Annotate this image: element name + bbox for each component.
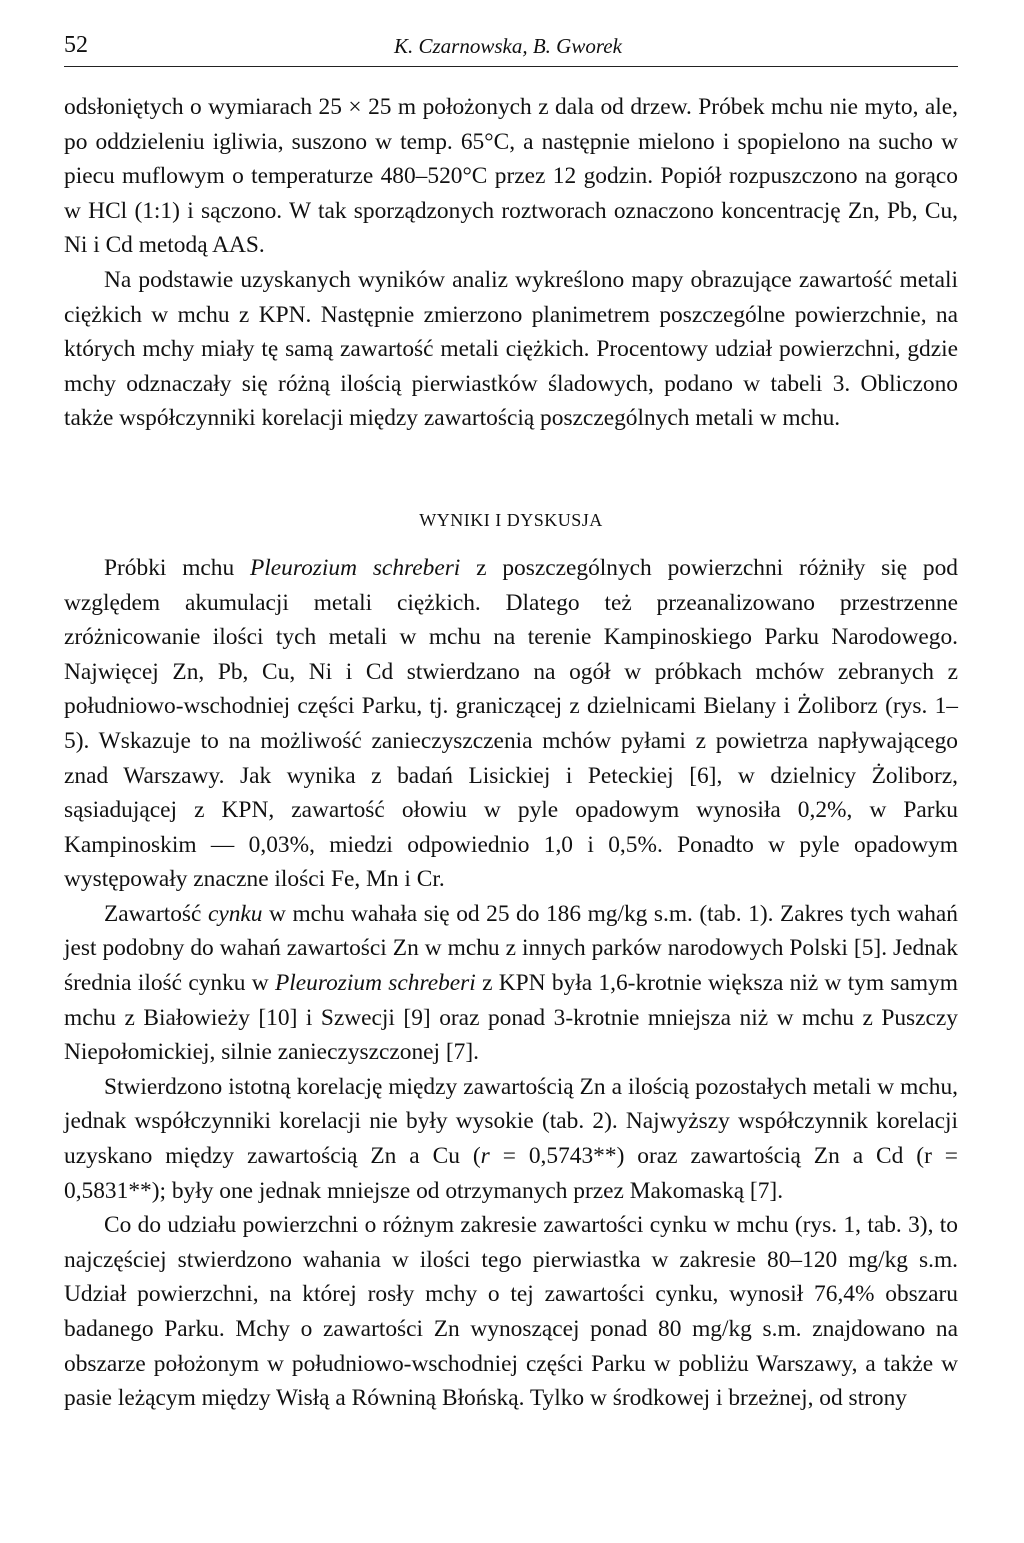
- text-run: = 0,5743**) oraz zawartością Zn a Cd (r = 0,5831**); były one jednak mniejsze od otrzymanych przez Makomaską [7].: [64, 1143, 958, 1204]
- article-body: [64, 90, 958, 1416]
- text-run: Zawartość: [104, 900, 208, 927]
- text-run: Stwierdzono istotną korelację między zawartością Zn a ilością pozostałych metali w mchu, jednak współczynniki korelacji nie były wysokie (tab. 2). Najwyższy współczynnik korelacji uzyskano między zawartością Zn a Cu (: [64, 1073, 958, 1170]
- correlation-symbol: r: [480, 1143, 490, 1170]
- text-run: Próbki mchu: [104, 554, 251, 581]
- paragraph-methods-maps: Na podstawie uzyskanych wyników analiz wykreślono mapy obrazujące zawartość metali ciężkich w mchu z KPN. Następnie zmierzono planimetrem poszczególne powierzchnie, na których mchy miały tę samą zawartość metali ciężkich. Procentowy udział powierzchni, gdzie mchy odznaczały się różną ilością pierwiastków śladowych, podano w tabeli 3. Obliczono także współczynniki korelacji między zawartością poszczególnych metali w mchu.: [64, 266, 958, 432]
- metal-name: cynku: [207, 900, 263, 927]
- paragraph-zinc-correlation: [64, 1070, 958, 1208]
- paragraph-methods-continued: odsłoniętych o wymiarach 25 × 25 m położonych z dala od drzew. Próbek mchu nie myto, ale, po oddzieleniu igliwia, suszono w temp. 65°C, a następnie mielono i spopielono na sucho w piecu muflowym o temperaturze 480–520°C przez 12 godzin. Popiół rozpuszczono na gorąco w HCl (1:1) i sączono. W tak sporządzonych roztworach oznaczono koncentrację Zn, Pb, Cu, Ni i Cd metodą AAS.: [64, 94, 958, 259]
- species-name: Pleurozium schreberi: [250, 554, 461, 581]
- paragraph-results-intro: [64, 551, 958, 897]
- page-number: 52: [64, 32, 88, 58]
- paragraph-zinc-content: [64, 897, 958, 1070]
- section-title: WYNIKI I DYSKUSJA: [419, 509, 603, 530]
- text-run: w mchu wahała się od 25 do 186 mg/kg s.m. (tab. 1). Zakres tych wahań jest podobny do wahań zawartości Zn w mchu z innych parków narodowych Polski [5]. Jednak średnia ilość cynku w: [64, 900, 958, 997]
- text-run: z poszczególnych powierzchni różniły się pod względem akumulacji metali ciężkich. Dlatego też przeanalizowano przestrzenne zróżnicowanie ilości tych metali w mchu na terenie Kampinoskiego Parku Narodowego. Najwięcej Zn, Pb, Cu, Ni i Cd stwierdzano na ogół w próbkach mchów zebranych z południowo-wschodniej części Parku, tj. graniczącej z dzielnicami Bielany i Żoliborz (rys. 1–5). Wskazuje to na możliwość zanieczyszczenia mchów pyłami z powietrza napływającego znad Warszawy. Jak wynika z badań Lisickiej i Peteckiej [6], w dzielnicy Żoliborz, sąsiadującej z KPN, zawartość ołowiu w pyle opadowym wynosiła 0,2%, w Parku Kampinoskim — 0,03%, miedzi odpowiednio 1,0 i 0,5%. Ponadto w pyle opadowym występowały znaczne ilości Fe, Mn i Cr.: [64, 554, 958, 893]
- species-name: Pleurozium schreberi: [275, 970, 476, 997]
- page-header: [64, 30, 958, 67]
- running-head: K. Czarnowska, B. Gworek: [394, 34, 622, 58]
- paragraph-zinc-area: Co do udziału powierzchni o różnym zakresie zawartości cynku w mchu (rys. 1, tab. 3), to najczęściej stwierdzono wahania w ilości tego pierwiastka w zakresie 80–120 mg/kg s.m. Udział powierzchni, na której rosły mchy o tej zawartości cynku, wynosił 76,4% obszaru badanego Parku. Mchy o zawartości Zn wynoszącej ponad 80 mg/kg s.m. znajdowano na obszarze położonym w południowo-wschodniej części Parku w pobliżu Warszawy, a także w pasie leżącym między Wisłą a Równiną Błońską. Tylko w środkowej i brzeżnej, od strony: [64, 1212, 958, 1412]
- text-run: z KPN była 1,6-krotnie większa niż w tym samym mchu z Białowieży [10] i Szwecji [9] oraz ponad 3-krotnie mniejsza niż w mchu z Puszczy Niepołomickiej, silnie zanieczyszczonej [7].: [64, 970, 958, 1066]
